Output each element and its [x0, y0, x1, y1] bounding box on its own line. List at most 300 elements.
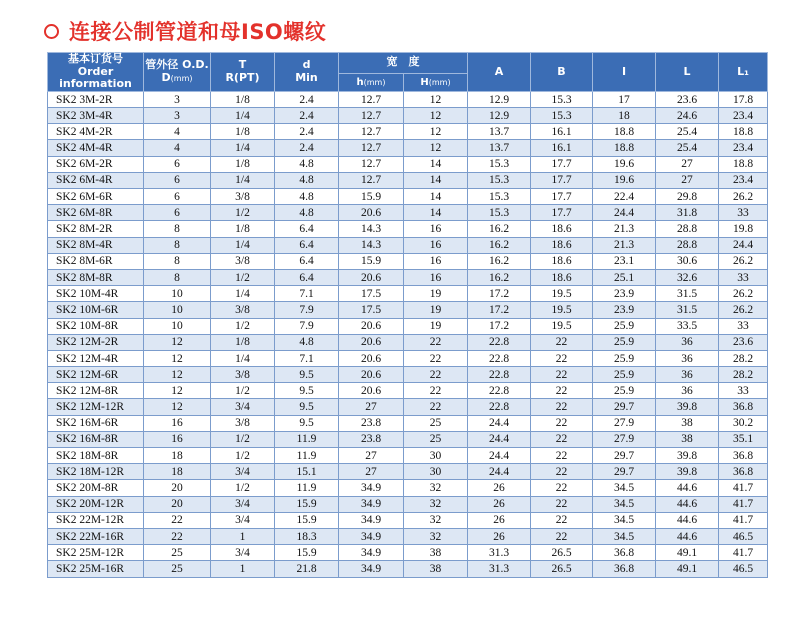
- table-cell: 3/8: [211, 253, 275, 269]
- table-cell: 4.8: [275, 189, 339, 205]
- table-cell: 4.8: [275, 334, 339, 350]
- order-code-cell: SK2 6M-4R: [48, 172, 144, 188]
- table-cell: 25: [144, 545, 211, 561]
- table-cell: 34.5: [593, 496, 656, 512]
- table-cell: 13.7: [468, 124, 531, 140]
- table-row: [48, 205, 768, 221]
- table-cell: 18.8: [719, 124, 768, 140]
- table-cell: 25.4: [656, 140, 719, 156]
- table-cell: 19: [404, 302, 468, 318]
- table-header: [48, 53, 768, 92]
- header-h-big: [404, 73, 468, 91]
- table-cell: 26: [468, 528, 531, 544]
- table-cell: 34.5: [593, 512, 656, 528]
- table-cell: 26.5: [531, 561, 593, 577]
- table-cell: 10: [144, 286, 211, 302]
- table-cell: 3/4: [211, 545, 275, 561]
- header-order-en: Order information: [59, 64, 132, 91]
- table-cell: 15.3: [531, 91, 593, 107]
- table-cell: 15.1: [275, 464, 339, 480]
- table-cell: 18.6: [531, 237, 593, 253]
- order-code-cell: SK2 3M-4R: [48, 108, 144, 124]
- order-code-cell: SK2 22M-12R: [48, 512, 144, 528]
- table-cell: 36: [656, 350, 719, 366]
- table-cell: 25: [404, 415, 468, 431]
- table-cell: 4: [144, 124, 211, 140]
- table-cell: 25.1: [593, 269, 656, 285]
- table-cell: 19.5: [531, 318, 593, 334]
- table-cell: 20.6: [339, 269, 404, 285]
- table-cell: 19.8: [719, 221, 768, 237]
- table-row: [48, 91, 768, 107]
- table-cell: 17.7: [531, 156, 593, 172]
- header-od-zh: 管外径 O.D.: [145, 58, 209, 72]
- table-cell: 12.7: [339, 156, 404, 172]
- table-cell: 36.8: [719, 399, 768, 415]
- table-cell: 19: [404, 286, 468, 302]
- table-row: [48, 464, 768, 480]
- table-row: [48, 253, 768, 269]
- table-cell: 29.8: [656, 189, 719, 205]
- order-code-cell: SK2 20M-12R: [48, 496, 144, 512]
- table-cell: 1/4: [211, 350, 275, 366]
- table-cell: 24.4: [468, 464, 531, 480]
- table-cell: 41.7: [719, 480, 768, 496]
- table-cell: 18.6: [531, 253, 593, 269]
- table-cell: 3: [144, 91, 211, 107]
- table-cell: 32: [404, 528, 468, 544]
- table-cell: 23.9: [593, 302, 656, 318]
- order-code-cell: SK2 4M-4R: [48, 140, 144, 156]
- table-row: [48, 269, 768, 285]
- table-cell: 17.5: [339, 286, 404, 302]
- table-row: [48, 350, 768, 366]
- table-cell: 12: [144, 399, 211, 415]
- table-cell: 26.2: [719, 302, 768, 318]
- table-cell: 8: [144, 253, 211, 269]
- table-cell: 3/8: [211, 367, 275, 383]
- table-cell: 16.1: [531, 124, 593, 140]
- table-cell: 3/4: [211, 464, 275, 480]
- table-cell: 6: [144, 189, 211, 205]
- header-h-big-label: H: [420, 76, 429, 88]
- table-cell: 12: [144, 367, 211, 383]
- order-code-cell: SK2 18M-12R: [48, 464, 144, 480]
- table-cell: 4.8: [275, 205, 339, 221]
- table-cell: 14.3: [339, 221, 404, 237]
- table-cell: 22: [531, 367, 593, 383]
- table-cell: 22: [531, 528, 593, 544]
- table-cell: 15.9: [275, 512, 339, 528]
- table-cell: 1/4: [211, 237, 275, 253]
- table-cell: 31.3: [468, 561, 531, 577]
- table-cell: 28.2: [719, 350, 768, 366]
- order-code-cell: SK2 4M-2R: [48, 124, 144, 140]
- table-cell: 44.6: [656, 512, 719, 528]
- table-cell: 12: [144, 334, 211, 350]
- table-cell: 22: [404, 383, 468, 399]
- header-d-top: d: [302, 58, 311, 72]
- table-cell: 3: [144, 108, 211, 124]
- table-cell: 9.5: [275, 383, 339, 399]
- table-cell: 2.4: [275, 108, 339, 124]
- table-row: [48, 561, 768, 577]
- table-cell: 12: [144, 383, 211, 399]
- header-h-small: [339, 73, 404, 91]
- table-cell: 46.5: [719, 561, 768, 577]
- table-cell: 44.6: [656, 480, 719, 496]
- table-cell: 26: [468, 496, 531, 512]
- table-cell: 33: [719, 383, 768, 399]
- table-cell: 23.4: [719, 108, 768, 124]
- table-cell: 20.6: [339, 334, 404, 350]
- table-cell: 49.1: [656, 545, 719, 561]
- table-cell: 27: [656, 172, 719, 188]
- table-cell: 18: [593, 108, 656, 124]
- spec-table: [47, 52, 768, 578]
- table-cell: 22: [404, 334, 468, 350]
- table-cell: 32: [404, 496, 468, 512]
- order-code-cell: SK2 8M-8R: [48, 269, 144, 285]
- table-cell: 18.6: [531, 221, 593, 237]
- table-cell: 1/4: [211, 108, 275, 124]
- table-cell: 13.7: [468, 140, 531, 156]
- table-cell: 49.1: [656, 561, 719, 577]
- table-cell: 33.5: [656, 318, 719, 334]
- table-cell: 17.2: [468, 318, 531, 334]
- order-code-cell: SK2 16M-8R: [48, 431, 144, 447]
- table-cell: 22.8: [468, 383, 531, 399]
- table-cell: 16: [404, 221, 468, 237]
- table-cell: 14: [404, 172, 468, 188]
- table-cell: 25.4: [656, 124, 719, 140]
- order-code-cell: SK2 10M-4R: [48, 286, 144, 302]
- header-od-d: D: [161, 70, 171, 84]
- table-cell: 22: [144, 512, 211, 528]
- header-od: [144, 53, 211, 92]
- table-cell: 1/2: [211, 383, 275, 399]
- table-cell: 6.4: [275, 237, 339, 253]
- table-cell: 22: [531, 431, 593, 447]
- table-cell: 21.8: [275, 561, 339, 577]
- table-row: [48, 415, 768, 431]
- order-code-cell: SK2 16M-6R: [48, 415, 144, 431]
- table-row: [48, 156, 768, 172]
- table-cell: 30: [404, 448, 468, 464]
- order-code-cell: SK2 8M-2R: [48, 221, 144, 237]
- table-cell: 6: [144, 205, 211, 221]
- table-cell: 44.6: [656, 528, 719, 544]
- table-cell: 7.1: [275, 286, 339, 302]
- table-cell: 34.9: [339, 480, 404, 496]
- table-cell: 24.4: [468, 448, 531, 464]
- table-cell: 27: [339, 448, 404, 464]
- table-row: [48, 399, 768, 415]
- table-cell: 21.3: [593, 237, 656, 253]
- table-cell: 15.3: [468, 156, 531, 172]
- table-cell: 12: [404, 124, 468, 140]
- table-cell: 1/8: [211, 156, 275, 172]
- table-row: [48, 383, 768, 399]
- table-cell: 1/2: [211, 205, 275, 221]
- table-cell: 1/2: [211, 318, 275, 334]
- table-cell: 8: [144, 269, 211, 285]
- table-cell: 12.7: [339, 91, 404, 107]
- header-order: [48, 53, 144, 92]
- table-cell: 1/8: [211, 124, 275, 140]
- table-cell: 22: [531, 448, 593, 464]
- table-cell: 23.1: [593, 253, 656, 269]
- table-cell: 18.3: [275, 528, 339, 544]
- table-cell: 17.2: [468, 302, 531, 318]
- table-cell: 4.8: [275, 172, 339, 188]
- table-cell: 36: [656, 367, 719, 383]
- header-width: 宽 度: [339, 53, 468, 74]
- table-cell: 22: [531, 350, 593, 366]
- table-cell: 12.7: [339, 108, 404, 124]
- table-cell: 1/8: [211, 221, 275, 237]
- table-cell: 16: [144, 431, 211, 447]
- table-cell: 24.4: [468, 415, 531, 431]
- table-body: [48, 91, 768, 577]
- table-cell: 15.9: [339, 189, 404, 205]
- table-cell: 22: [531, 464, 593, 480]
- table-cell: 9.5: [275, 415, 339, 431]
- table-cell: 8: [144, 237, 211, 253]
- table-cell: 22.8: [468, 334, 531, 350]
- table-cell: 34.9: [339, 528, 404, 544]
- table-row: [48, 528, 768, 544]
- table-cell: 1/4: [211, 140, 275, 156]
- table-cell: 6.4: [275, 269, 339, 285]
- table-cell: 25.9: [593, 350, 656, 366]
- table-cell: 20: [144, 496, 211, 512]
- table-cell: 27.9: [593, 415, 656, 431]
- table-cell: 36.8: [719, 464, 768, 480]
- table-row: [48, 334, 768, 350]
- table-cell: 16.1: [531, 140, 593, 156]
- table-cell: 24.6: [656, 108, 719, 124]
- order-code-cell: SK2 8M-4R: [48, 237, 144, 253]
- table-row: [48, 496, 768, 512]
- table-cell: 1/2: [211, 448, 275, 464]
- order-code-cell: SK2 25M-12R: [48, 545, 144, 561]
- table-cell: 18.8: [593, 124, 656, 140]
- order-code-cell: SK2 10M-8R: [48, 318, 144, 334]
- table-cell: 1/8: [211, 334, 275, 350]
- table-cell: 14: [404, 205, 468, 221]
- table-cell: 10: [144, 318, 211, 334]
- table-cell: 18.6: [531, 269, 593, 285]
- table-cell: 12.7: [339, 172, 404, 188]
- header-t-top: T: [238, 58, 247, 72]
- table-cell: 1/2: [211, 480, 275, 496]
- table-cell: 12: [404, 91, 468, 107]
- table-cell: 22: [531, 480, 593, 496]
- header-l: L: [656, 53, 719, 92]
- table-cell: 12.7: [339, 124, 404, 140]
- table-cell: 39.8: [656, 448, 719, 464]
- header-h-big-unit: (mm): [428, 77, 451, 87]
- table-cell: 7.9: [275, 318, 339, 334]
- table-cell: 24.4: [468, 431, 531, 447]
- table-cell: 14.3: [339, 237, 404, 253]
- table-cell: 18.8: [593, 140, 656, 156]
- table-cell: 10: [144, 302, 211, 318]
- header-h-small-label: h: [356, 76, 364, 88]
- table-row: [48, 367, 768, 383]
- header-order-zh: 基本订货号: [68, 52, 123, 65]
- table-cell: 19.5: [531, 302, 593, 318]
- order-code-cell: SK2 12M-12R: [48, 399, 144, 415]
- table-cell: 15.3: [468, 189, 531, 205]
- order-code-cell: SK2 3M-2R: [48, 91, 144, 107]
- table-cell: 27: [656, 156, 719, 172]
- header-od-sub: [144, 72, 210, 85]
- order-code-cell: SK2 12M-4R: [48, 350, 144, 366]
- table-cell: 27.9: [593, 431, 656, 447]
- table-cell: 17.7: [531, 189, 593, 205]
- table-cell: 26.2: [719, 286, 768, 302]
- table-cell: 19: [404, 318, 468, 334]
- table-cell: 23.8: [339, 415, 404, 431]
- table-row: [48, 140, 768, 156]
- table-cell: 22: [531, 496, 593, 512]
- order-code-cell: SK2 22M-16R: [48, 528, 144, 544]
- table-cell: 1/4: [211, 286, 275, 302]
- table-cell: 25.9: [593, 334, 656, 350]
- table-cell: 16.2: [468, 253, 531, 269]
- table-cell: 20.6: [339, 350, 404, 366]
- table-cell: 38: [404, 545, 468, 561]
- order-code-cell: SK2 20M-8R: [48, 480, 144, 496]
- table-cell: 22: [404, 350, 468, 366]
- table-cell: 34.9: [339, 545, 404, 561]
- table-cell: 22.8: [468, 367, 531, 383]
- table-cell: 18: [144, 448, 211, 464]
- table-cell: 16.2: [468, 269, 531, 285]
- table-cell: 1/8: [211, 91, 275, 107]
- table-cell: 46.5: [719, 528, 768, 544]
- table-cell: 28.2: [719, 367, 768, 383]
- table-cell: 22.8: [468, 350, 531, 366]
- table-cell: 6: [144, 156, 211, 172]
- header-b: B: [531, 53, 593, 92]
- table-cell: 22.4: [593, 189, 656, 205]
- title-row: [44, 16, 326, 46]
- table-row: [48, 172, 768, 188]
- table-cell: 34.9: [339, 496, 404, 512]
- header-d-sub: Min: [295, 70, 318, 84]
- table-cell: 20.6: [339, 205, 404, 221]
- header-a: A: [468, 53, 531, 92]
- table-cell: 17.7: [531, 172, 593, 188]
- table-cell: 3/4: [211, 512, 275, 528]
- table-cell: 22: [531, 512, 593, 528]
- table-cell: 12.9: [468, 108, 531, 124]
- table-cell: 15.3: [468, 205, 531, 221]
- header-od-unit: (mm): [170, 73, 193, 83]
- table-cell: 27: [339, 464, 404, 480]
- table-cell: 31.5: [656, 302, 719, 318]
- table-cell: 8: [144, 221, 211, 237]
- table-row: [48, 545, 768, 561]
- table-cell: 36: [656, 383, 719, 399]
- table-cell: 16: [404, 253, 468, 269]
- table-cell: 31.8: [656, 205, 719, 221]
- table-cell: 19.6: [593, 172, 656, 188]
- table-cell: 31.5: [656, 286, 719, 302]
- table-cell: 24.4: [719, 237, 768, 253]
- table-cell: 35.1: [719, 431, 768, 447]
- table-cell: 36.8: [593, 545, 656, 561]
- table-cell: 15.9: [275, 545, 339, 561]
- table-cell: 34.9: [339, 512, 404, 528]
- table-cell: 1: [211, 561, 275, 577]
- table-cell: 26.2: [719, 189, 768, 205]
- table-cell: 32.6: [656, 269, 719, 285]
- table-cell: 24.4: [593, 205, 656, 221]
- table-cell: 33: [719, 318, 768, 334]
- table-row: [48, 189, 768, 205]
- table-cell: 21.3: [593, 221, 656, 237]
- table-cell: 41.7: [719, 512, 768, 528]
- table-row: [48, 512, 768, 528]
- table-cell: 14: [404, 156, 468, 172]
- table-row: [48, 480, 768, 496]
- table-cell: 16: [144, 415, 211, 431]
- table-cell: 34.5: [593, 528, 656, 544]
- table-cell: 41.7: [719, 496, 768, 512]
- table-cell: 16: [404, 237, 468, 253]
- table-cell: 3/4: [211, 496, 275, 512]
- table-cell: 33: [719, 269, 768, 285]
- table-cell: 26: [468, 480, 531, 496]
- table-cell: 7.1: [275, 350, 339, 366]
- table-cell: 22: [531, 334, 593, 350]
- table-cell: 22.8: [468, 399, 531, 415]
- table-cell: 6.4: [275, 253, 339, 269]
- table-cell: 3/4: [211, 399, 275, 415]
- table-cell: 1: [211, 528, 275, 544]
- table-cell: 2.4: [275, 91, 339, 107]
- table-cell: 36.8: [593, 561, 656, 577]
- table-cell: 20.6: [339, 383, 404, 399]
- order-code-cell: SK2 18M-8R: [48, 448, 144, 464]
- table-cell: 23.4: [719, 140, 768, 156]
- table-cell: 20.6: [339, 367, 404, 383]
- table-cell: 25: [404, 431, 468, 447]
- table-cell: 2.4: [275, 140, 339, 156]
- table-cell: 39.8: [656, 399, 719, 415]
- table-cell: 23.8: [339, 431, 404, 447]
- table-cell: 25.9: [593, 367, 656, 383]
- table-row: [48, 221, 768, 237]
- table-cell: 22: [531, 415, 593, 431]
- table-cell: 4: [144, 140, 211, 156]
- table-cell: 12.9: [468, 91, 531, 107]
- table-cell: 20.6: [339, 318, 404, 334]
- table-cell: 18.8: [719, 156, 768, 172]
- table-cell: 16.2: [468, 237, 531, 253]
- table-cell: 30.2: [719, 415, 768, 431]
- table-cell: 17.2: [468, 286, 531, 302]
- table-cell: 22: [404, 367, 468, 383]
- table-cell: 23.6: [656, 91, 719, 107]
- table-row: [48, 108, 768, 124]
- table-row: [48, 286, 768, 302]
- table-cell: 23.9: [593, 286, 656, 302]
